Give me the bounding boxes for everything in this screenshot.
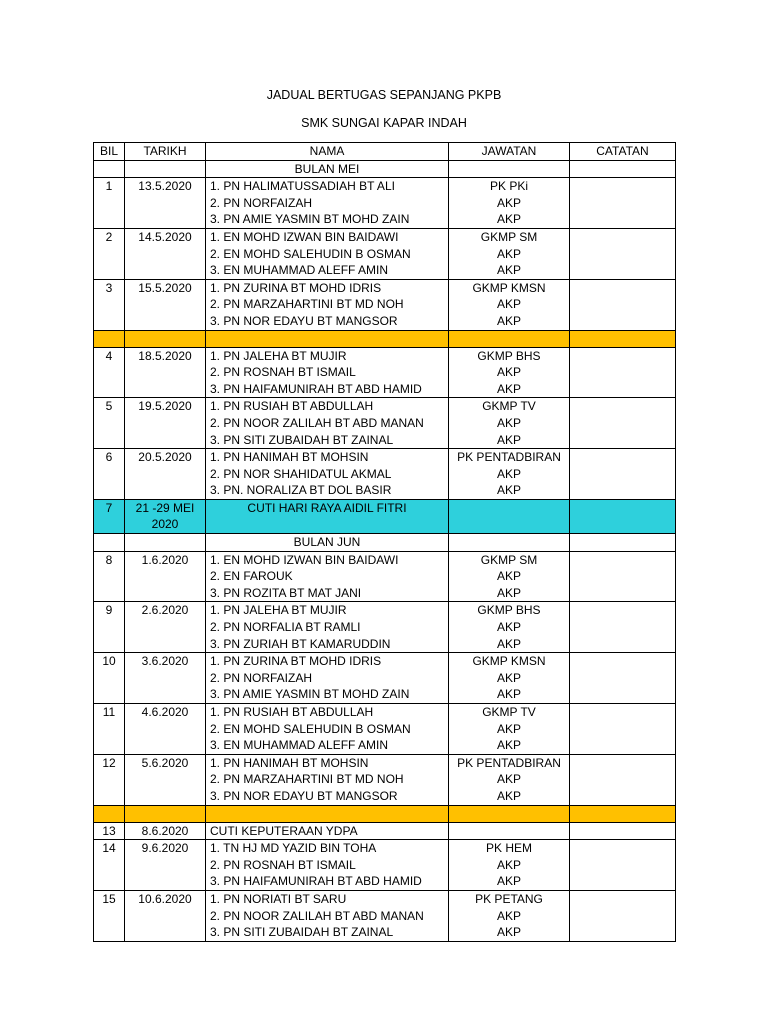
- cell-line: AKP: [496, 466, 521, 481]
- cell-line: 1. PN RUSIAH BT ABDULLAH: [210, 399, 374, 414]
- header-catatan: CATATAN: [570, 143, 676, 161]
- cell-line: 2. PN NOOR ZALILAH BT ABD MANAN: [210, 908, 424, 923]
- separator-cell: [449, 805, 570, 822]
- cell-line: 3. PN NOR EDAYU BT MANGSOR: [210, 788, 398, 803]
- nama-cell: [206, 602, 449, 653]
- jawatan-cell: [449, 822, 570, 840]
- cell-line: PK PENTADBIRAN: [457, 450, 561, 465]
- cell-line: 2. EN MOHD SALEHUDIN B OSMAN: [210, 246, 411, 261]
- cell-line: PK PETANG: [475, 891, 543, 906]
- cell-line: 2. PN NORFAIZAH: [210, 670, 313, 685]
- empty-cell: [94, 160, 125, 178]
- cell-line: AKP: [496, 297, 521, 312]
- table-row: [94, 822, 676, 840]
- cell-line: AKP: [496, 365, 521, 380]
- document-title: JADUAL BERTUGAS SEPANJANG PKPB: [266, 88, 502, 102]
- month-label: BULAN MEI: [206, 160, 449, 178]
- cell-line: 20.5.2020: [138, 450, 192, 465]
- empty-cell: [125, 160, 206, 178]
- jawatan-cell: [449, 279, 570, 330]
- tarikh-cell: [125, 347, 206, 398]
- separator-cell: [94, 805, 125, 822]
- bil-cell: 2: [94, 228, 125, 279]
- tarikh-cell: [125, 279, 206, 330]
- table-row: [94, 449, 676, 500]
- bil-cell: 14: [94, 840, 125, 891]
- jawatan-cell: [449, 602, 570, 653]
- catatan-cell: [570, 602, 676, 653]
- cell-line: 2.6.2020: [141, 603, 189, 618]
- bil-cell: 10: [94, 653, 125, 704]
- cell-line: 3. PN AMIE YASMIN BT MOHD ZAIN: [210, 212, 410, 227]
- header-bil: BIL: [94, 143, 125, 161]
- duty-roster-table: [93, 142, 676, 942]
- table-row: [94, 551, 676, 602]
- nama-cell: [206, 449, 449, 500]
- cell-line: AKP: [496, 788, 521, 803]
- bil-cell: 1: [94, 178, 125, 229]
- nama-cell: [206, 279, 449, 330]
- cell-line: AKP: [496, 857, 521, 872]
- cell-line: 3. PN SITI ZUBAIDAH BT ZAINAL: [210, 432, 394, 447]
- cell-line: GKMP SM: [480, 229, 538, 244]
- empty-cell: [570, 160, 676, 178]
- cell-line: 10.6.2020: [138, 891, 192, 906]
- cell-line: AKP: [496, 620, 521, 635]
- cell-line: 2. PN NORFALIA BT RAMLI: [210, 620, 361, 635]
- nama-cell: [206, 228, 449, 279]
- cell-line: 1. PN HANIMAH BT MOHSIN: [210, 450, 369, 465]
- bil-cell: 15: [94, 890, 125, 941]
- header-jawatan: JAWATAN: [449, 143, 570, 161]
- table-row: [94, 704, 676, 755]
- cell-line: 21 -29 MEI: [135, 500, 195, 515]
- cell-line: 1. PN JALEHA BT MUJIR: [210, 348, 347, 363]
- bil-cell: 7: [94, 499, 125, 533]
- cell-line: 4.6.2020: [141, 705, 189, 719]
- jawatan-cell: [449, 499, 570, 533]
- tarikh-cell: [125, 840, 206, 891]
- separator-cell: [125, 805, 206, 822]
- cell-line: 1. PN HANIMAH BT MOHSIN: [210, 755, 369, 770]
- catatan-cell: [570, 279, 676, 330]
- school-name: SMK SUNGAI KAPAR INDAH: [301, 116, 467, 130]
- cell-line: 8.6.2020: [141, 823, 189, 838]
- cell-line: 2. PN MARZAHARTINI BT MD NOH: [210, 297, 404, 312]
- cell-line: AKP: [496, 670, 521, 685]
- jawatan-cell: [449, 347, 570, 398]
- cell-line: AKP: [496, 432, 521, 447]
- cell-line: 3. PN SITI ZUBAIDAH BT ZAINAL: [210, 925, 394, 940]
- cell-line: 3. PN ZURIAH BT KAMARUDDIN: [210, 636, 391, 651]
- header-tarikh: TARIKH: [125, 143, 206, 161]
- cell-line: AKP: [496, 908, 521, 923]
- cell-line: 19.5.2020: [138, 399, 192, 414]
- empty-cell: [125, 534, 206, 552]
- month-header-row: [94, 160, 676, 178]
- catatan-cell: [570, 551, 676, 602]
- separator-cell: [125, 330, 206, 347]
- table-row: [94, 178, 676, 229]
- month-label: BULAN JUN: [206, 534, 449, 552]
- jawatan-cell: [449, 178, 570, 229]
- nama-cell: [206, 704, 449, 755]
- cell-line: 3. EN MUHAMMAD ALEFF AMIN: [210, 263, 389, 278]
- cell-line: 3.6.2020: [141, 654, 189, 669]
- cell-line: AKP: [496, 313, 521, 328]
- cell-line: AKP: [496, 263, 521, 278]
- cell-line: 2. PN NOOR ZALILAH BT ABD MANAN: [210, 415, 424, 430]
- catatan-cell: [570, 178, 676, 229]
- cell-line: AKP: [496, 687, 521, 702]
- cell-line: AKP: [496, 874, 521, 889]
- tarikh-cell: [125, 890, 206, 941]
- tarikh-cell: [125, 551, 206, 602]
- tarikh-cell: [125, 602, 206, 653]
- cell-line: 1. PN RUSIAH BT ABDULLAH: [210, 705, 374, 719]
- jawatan-cell: [449, 398, 570, 449]
- bil-cell: 6: [94, 449, 125, 500]
- catatan-cell: [570, 704, 676, 755]
- table-row: [94, 279, 676, 330]
- bil-cell: 5: [94, 398, 125, 449]
- cell-line: 14.5.2020: [138, 229, 192, 244]
- separator-cell: [94, 330, 125, 347]
- nama-cell: [206, 754, 449, 805]
- tarikh-cell: [125, 398, 206, 449]
- cell-line: 1. EN MOHD IZWAN BIN BAIDAWI: [210, 229, 399, 244]
- table-row: [94, 398, 676, 449]
- table-row: [94, 754, 676, 805]
- cell-line: 9.6.2020: [141, 841, 189, 856]
- cell-line: AKP: [496, 415, 521, 430]
- bil-cell: 13: [94, 822, 125, 840]
- separator-cell: [570, 805, 676, 822]
- cell-line: AKP: [496, 738, 521, 753]
- empty-cell: [94, 534, 125, 552]
- tarikh-cell: [125, 822, 206, 840]
- cell-line: AKP: [496, 925, 521, 940]
- jawatan-cell: [449, 449, 570, 500]
- jawatan-cell: [449, 840, 570, 891]
- cell-line: AKP: [496, 569, 521, 584]
- holiday-row: [94, 499, 676, 533]
- cell-line: GKMP BHS: [477, 603, 541, 618]
- cell-line: AKP: [496, 721, 521, 736]
- cell-line: 1. PN NORIATI BT SARU: [210, 891, 347, 906]
- separator-cell: [570, 330, 676, 347]
- cell-line: AKP: [496, 246, 521, 261]
- note-cell: CUTI HARI RAYA AIDIL FITRI: [206, 499, 449, 533]
- note-cell: CUTI KEPUTERAAN YDPA: [206, 822, 449, 840]
- catatan-cell: [570, 228, 676, 279]
- table-row: [94, 890, 676, 941]
- cell-line: 1.6.2020: [141, 552, 189, 567]
- cell-line: PK PKi: [489, 179, 528, 194]
- table-row: [94, 347, 676, 398]
- cell-line: GKMP KMSN: [472, 654, 546, 669]
- catatan-cell: [570, 347, 676, 398]
- cell-line: 3. PN HAIFAMUNIRAH BT ABD HAMID: [210, 874, 422, 889]
- catatan-cell: [570, 653, 676, 704]
- cell-line: 1. PN HALIMATUSSADIAH BT ALI: [210, 179, 395, 194]
- separator-cell: [449, 330, 570, 347]
- tarikh-cell: [125, 228, 206, 279]
- cell-line: 2. EN MOHD SALEHUDIN B OSMAN: [210, 721, 411, 736]
- cell-line: 2. PN NORFAIZAH: [210, 195, 313, 210]
- cell-line: GKMP KMSN: [472, 280, 546, 295]
- cell-line: 3. PN. NORALIZA BT DOL BASIR: [210, 483, 392, 498]
- cell-line: GKMP BHS: [477, 348, 541, 363]
- bil-cell: 11: [94, 704, 125, 755]
- cell-line: 13.5.2020: [138, 179, 192, 194]
- separator-row: [94, 330, 676, 347]
- bil-cell: 9: [94, 602, 125, 653]
- cell-line: 2020: [151, 517, 179, 532]
- cell-line: 2. PN ROSNAH BT ISMAIL: [210, 857, 356, 872]
- cell-line: GKMP TV: [482, 705, 536, 719]
- cell-line: 1. TN HJ MD YAZID BIN TOHA: [210, 841, 377, 856]
- table-row: [94, 602, 676, 653]
- tarikh-cell: [125, 178, 206, 229]
- table-row: [94, 228, 676, 279]
- cell-line: GKMP TV: [482, 399, 536, 414]
- tarikh-cell: [125, 653, 206, 704]
- table-row: [94, 840, 676, 891]
- cell-line: 3. PN ROZITA BT MAT JANI: [210, 585, 362, 600]
- cell-line: 2. PN NOR SHAHIDATUL AKMAL: [210, 466, 392, 481]
- empty-cell: [570, 534, 676, 552]
- bil-cell: 8: [94, 551, 125, 602]
- nama-cell: [206, 653, 449, 704]
- cell-line: AKP: [496, 636, 521, 651]
- empty-cell: [449, 534, 570, 552]
- bil-cell: 3: [94, 279, 125, 330]
- jawatan-cell: [449, 704, 570, 755]
- cell-line: AKP: [496, 195, 521, 210]
- catatan-cell: [570, 822, 676, 840]
- catatan-cell: [570, 499, 676, 533]
- nama-cell: [206, 551, 449, 602]
- cell-line: 5.6.2020: [141, 755, 189, 770]
- cell-line: AKP: [496, 772, 521, 787]
- jawatan-cell: [449, 228, 570, 279]
- jawatan-cell: [449, 551, 570, 602]
- cell-line: 3. PN AMIE YASMIN BT MOHD ZAIN: [210, 687, 410, 702]
- tarikh-cell: [125, 754, 206, 805]
- catatan-cell: [570, 754, 676, 805]
- jawatan-cell: [449, 754, 570, 805]
- separator-cell: [206, 805, 449, 822]
- cell-line: 3. PN HAIFAMUNIRAH BT ABD HAMID: [210, 381, 422, 396]
- catatan-cell: [570, 840, 676, 891]
- table-header-row: [94, 143, 676, 161]
- cell-line: 1. PN ZURINA BT MOHD IDRIS: [210, 280, 382, 295]
- nama-cell: [206, 347, 449, 398]
- empty-cell: [449, 160, 570, 178]
- catatan-cell: [570, 890, 676, 941]
- separator-row: [94, 805, 676, 822]
- header-nama: NAMA: [206, 143, 449, 161]
- cell-line: AKP: [496, 212, 521, 227]
- nama-cell: [206, 178, 449, 229]
- cell-line: 2. EN FAROUK: [210, 569, 293, 584]
- cell-line: AKP: [496, 483, 521, 498]
- catatan-cell: [570, 398, 676, 449]
- separator-cell: [206, 330, 449, 347]
- table-row: [94, 653, 676, 704]
- cell-line: PK HEM: [485, 841, 532, 856]
- bil-cell: 12: [94, 754, 125, 805]
- tarikh-cell: [125, 499, 206, 533]
- nama-cell: [206, 840, 449, 891]
- cell-line: 15.5.2020: [138, 280, 192, 295]
- jawatan-cell: [449, 653, 570, 704]
- cell-line: 1. PN ZURINA BT MOHD IDRIS: [210, 654, 382, 669]
- catatan-cell: [570, 449, 676, 500]
- cell-line: PK PENTADBIRAN: [457, 755, 561, 770]
- jawatan-cell: [449, 890, 570, 941]
- cell-line: 2. PN ROSNAH BT ISMAIL: [210, 365, 356, 380]
- cell-line: 18.5.2020: [138, 348, 192, 363]
- cell-line: GKMP SM: [480, 552, 538, 567]
- nama-cell: [206, 398, 449, 449]
- nama-cell: [206, 890, 449, 941]
- cell-line: 1. PN JALEHA BT MUJIR: [210, 603, 347, 618]
- cell-line: 2. PN MARZAHARTINI BT MD NOH: [210, 772, 404, 787]
- bil-cell: 4: [94, 347, 125, 398]
- cell-line: 3. EN MUHAMMAD ALEFF AMIN: [210, 738, 389, 753]
- cell-line: AKP: [496, 585, 521, 600]
- tarikh-cell: [125, 449, 206, 500]
- cell-line: AKP: [496, 381, 521, 396]
- month-header-row: [94, 534, 676, 552]
- cell-line: 3. PN NOR EDAYU BT MANGSOR: [210, 313, 398, 328]
- tarikh-cell: [125, 704, 206, 755]
- cell-line: 1. EN MOHD IZWAN BIN BAIDAWI: [210, 552, 399, 567]
